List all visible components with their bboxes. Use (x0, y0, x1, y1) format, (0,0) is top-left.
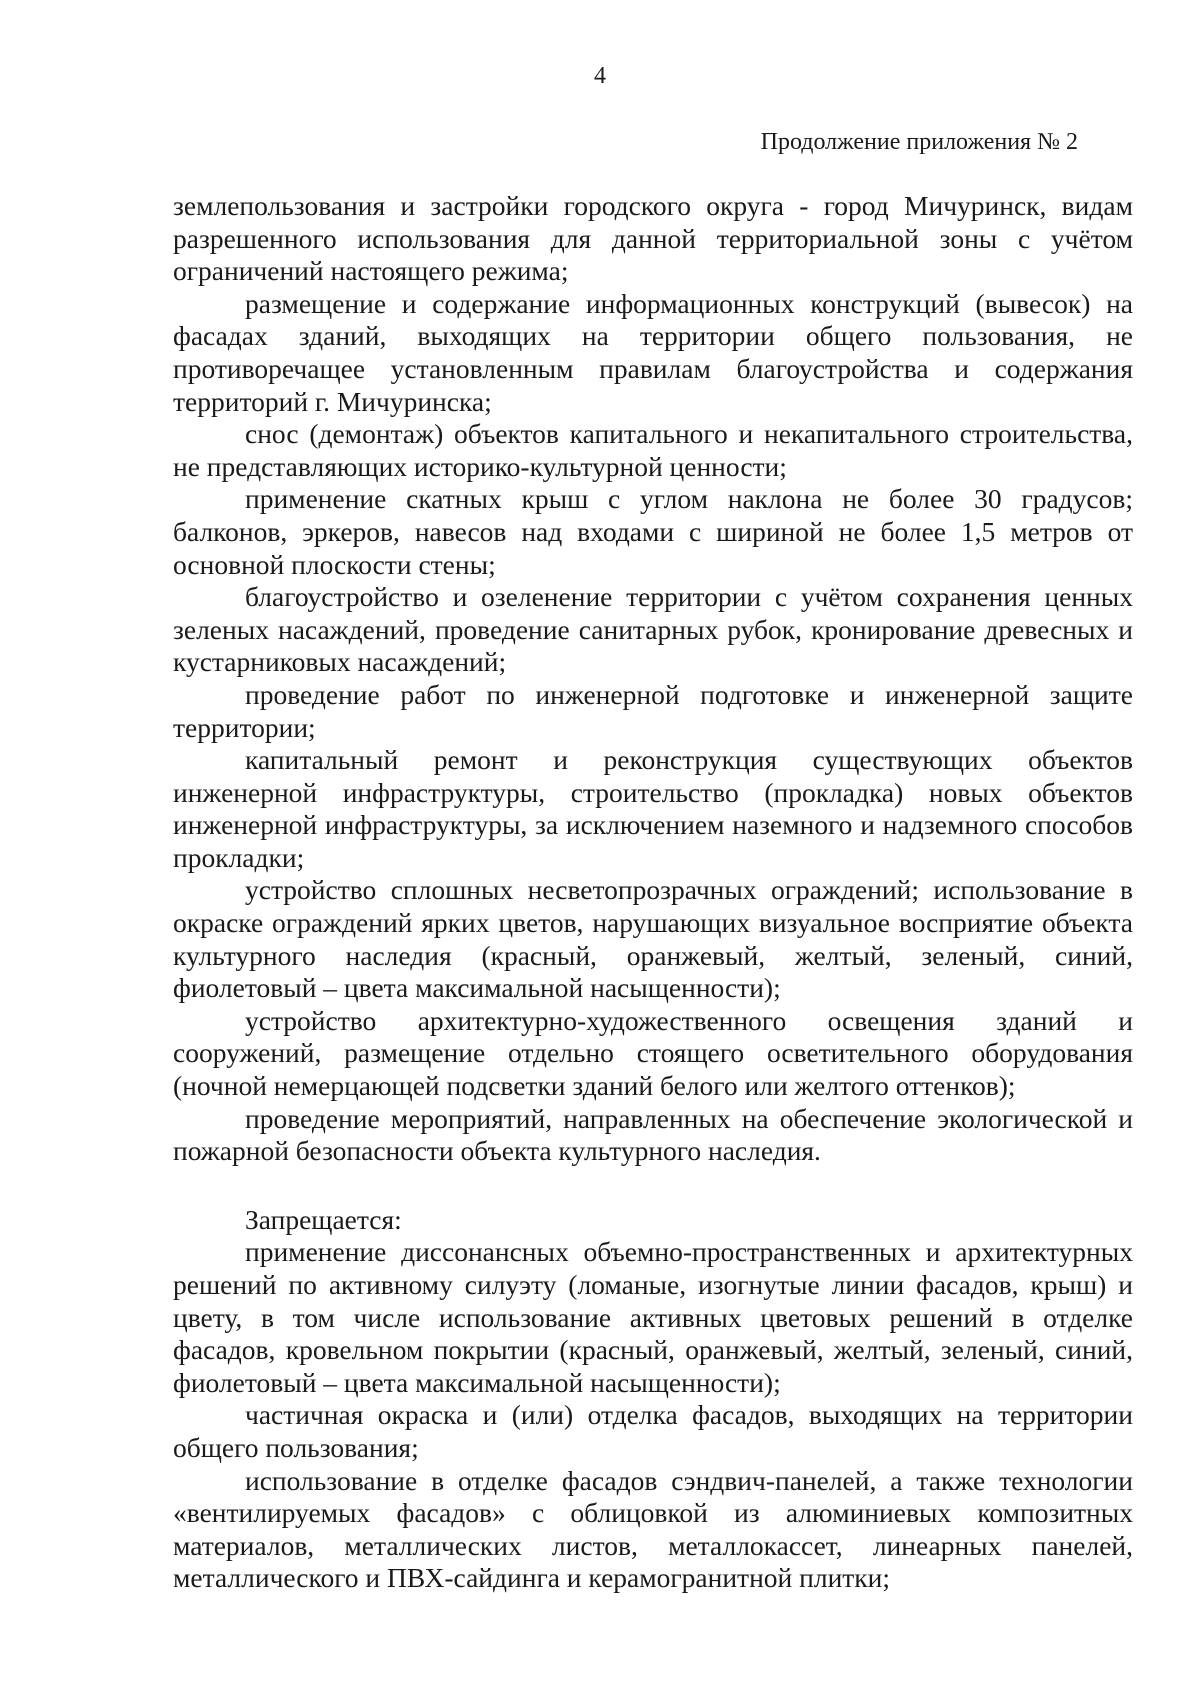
page-number: 4 (594, 63, 606, 89)
paragraph-infrastructure: капитальный ремонт и реконструкция существующих объектов инженерной инфраструктуры, строительство (прокладка) новых объектов инженерной инфраструктуры, за исключением наземного и надземного способов прокладки; (173, 744, 1133, 873)
paragraph-engineering-preparation: проведение работ по инженерной подготовке и инженерной защите территории; (173, 678, 1133, 743)
paragraph-dissonant-solutions: применение диссонансных объемно-пространственных и архитектурных решений по активному силуэту (ломаные, изогнутые линии фасадов, крыш) и цвету, в том числе использование активных цветовых решений в отделке фасадов, кровельном покрытии (красный, оранжевый, желтый, зеленый, синий, фиолетовый – цвета максимальной насыщенности); (173, 1236, 1133, 1398)
paragraph-continuation: землепользования и застройки городского округа - город Мичуринск, видам разрешенного использования для данной территориальной зоны с учётом ограничений настоящего режима; (173, 190, 1133, 287)
body-text (173, 190, 1133, 1595)
paragraph-partial-painting: частичная окраска и (или) отделка фасадов, выходящих на территории общего пользования; (173, 1399, 1133, 1463)
paragraph-facade-materials: использование в отделке фасадов сэндвич-панелей, а также технологии «вентилируемых фасадов» с облицовкой из алюминиевых композитных материалов, металлических листов, металлокассет, линеарных панелей, металлического и ПВХ-сайдинга и керамогранитной плитки; (173, 1464, 1133, 1594)
paragraph-safety: проведение мероприятий, направленных на обеспечение экологической и пожарной безопасности объекта культурного наследия. (173, 1102, 1133, 1167)
paragraph-roofs: применение скатных крыш с углом наклона не более 30 градусов; балконов, эркеров, навесов над входами с шириной не более 1,5 метров от основной плоскости стены; (173, 483, 1133, 580)
prohibited-heading: Запрещается: (245, 1203, 402, 1235)
paragraph-signage: размещение и содержание информационных конструкций (вывесок) на фасадах зданий, выходящих на территории общего пользования, не противоречащее установленным правилам благоустройства и содержания территорий г. Мичуринска; (173, 287, 1133, 417)
paragraph-landscaping: благоустройство и озеленение территории с учётом сохранения ценных зеленых насаждений, проведение санитарных рубок, кронирование древесных и кустарниковых насаждений; (173, 581, 1133, 678)
paragraph-demolition: снос (демонтаж) объектов капитального и некапитального строительства, не представляющих историко-культурной ценности; (173, 418, 1133, 482)
paragraph-fences: устройство сплошных несветопрозрачных ограждений; использование в окраске ограждений ярких цветов, нарушающих визуальное восприятие объекта культурного наследия (красный, оранжевый, желтый, зеленый, синий, фиолетовый – цвета максимальной насыщенности); (173, 874, 1133, 1004)
paragraph-lighting: устройство архитектурно-художественного освещения зданий и сооружений, размещение отдельно стоящего осветительного оборудования (ночной немерцающей подсветки зданий белого или желтого оттенков); (173, 1004, 1133, 1102)
appendix-note: Продолжение приложения № 2 (760, 129, 1078, 155)
